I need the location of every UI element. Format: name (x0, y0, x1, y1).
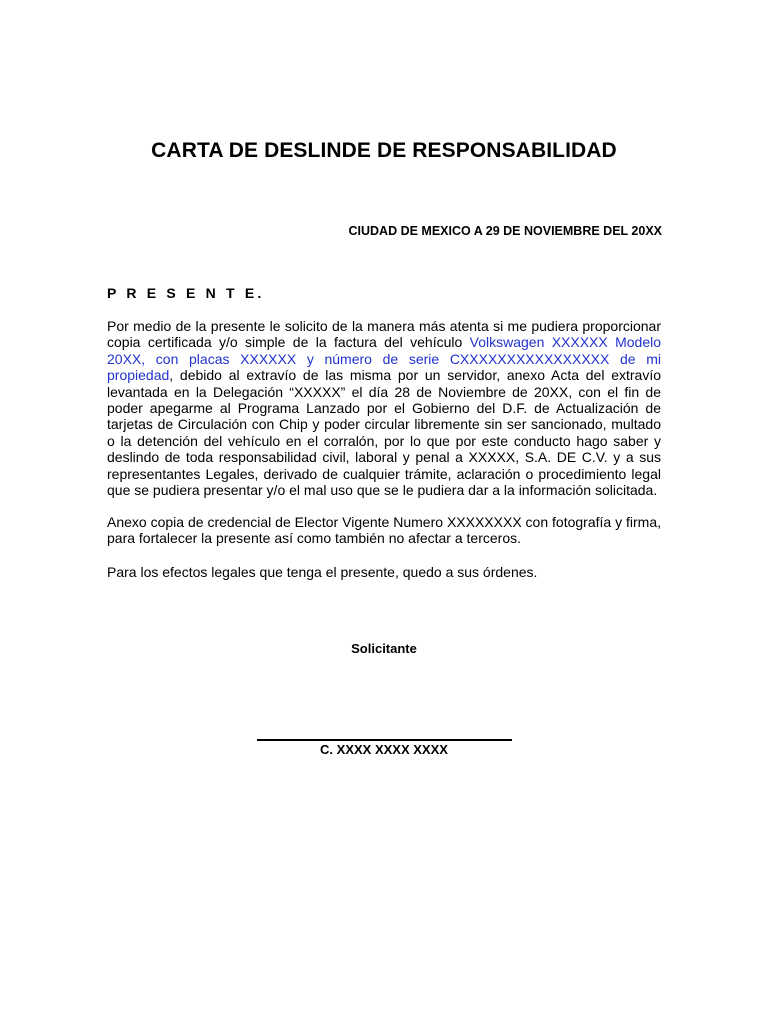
document-title: CARTA DE DESLINDE DE RESPONSABILIDAD (151, 139, 617, 162)
paragraph-closing: Para los efectos legales que tenga el presente, quedo a sus órdenes. (107, 564, 538, 580)
salutation: P R E S E N T E. (107, 285, 265, 301)
paragraph-request-intro: Por medio de la presente le solicito de la manera más atenta si me pudiera proporcionar copia certificada y/o simple de la factura del vehículo (107, 318, 661, 351)
paragraph-request (107, 318, 661, 498)
dateline: CIUDAD DE MEXICO A 29 DE NOVIEMBRE DEL 20XX (348, 224, 662, 238)
signer-name: C. XXXX XXXX XXXX (320, 742, 448, 757)
paragraph-request-body: , debido al extravío de las misma por un servidor, anexo Acta del extravío levantada en la Delegación “XXXXX” el día 28 de Noviembre de 20XX, con el fin de poder apegarme al Programa Lanzado por el Gobierno del D.F. de Actualización de tarjetas de Circulación con Chip y poder circular libremente sin ser sancionado, multado o la detención del vehículo en el corralón, por lo que por este conducto hago saber y deslindo de toda responsabilidad civil, laboral y penal a XXXXX, S.A. DE C.V. y a sus representantes Legales, derivado de cualquier trámite, aclaración o procedimiento legal que se pudiera presentar y/o el mal uso que se le pudiera dar a la información solicitada. (107, 367, 661, 499)
signature-line (257, 739, 512, 741)
signer-label: Solicitante (351, 641, 417, 656)
vehicle-details-link[interactable]: Volkswagen XXXXXX Modelo 20XX, con placas XXXXXX y número de serie CXXXXXXXXXXXXXXXX de mi propiedad (107, 334, 661, 384)
paragraph-annex: Anexo copia de credencial de Elector Vigente Numero XXXXXXXX con fotografía y firma, para fortalecer la presente así como también no afectar a terceros. (107, 514, 661, 547)
